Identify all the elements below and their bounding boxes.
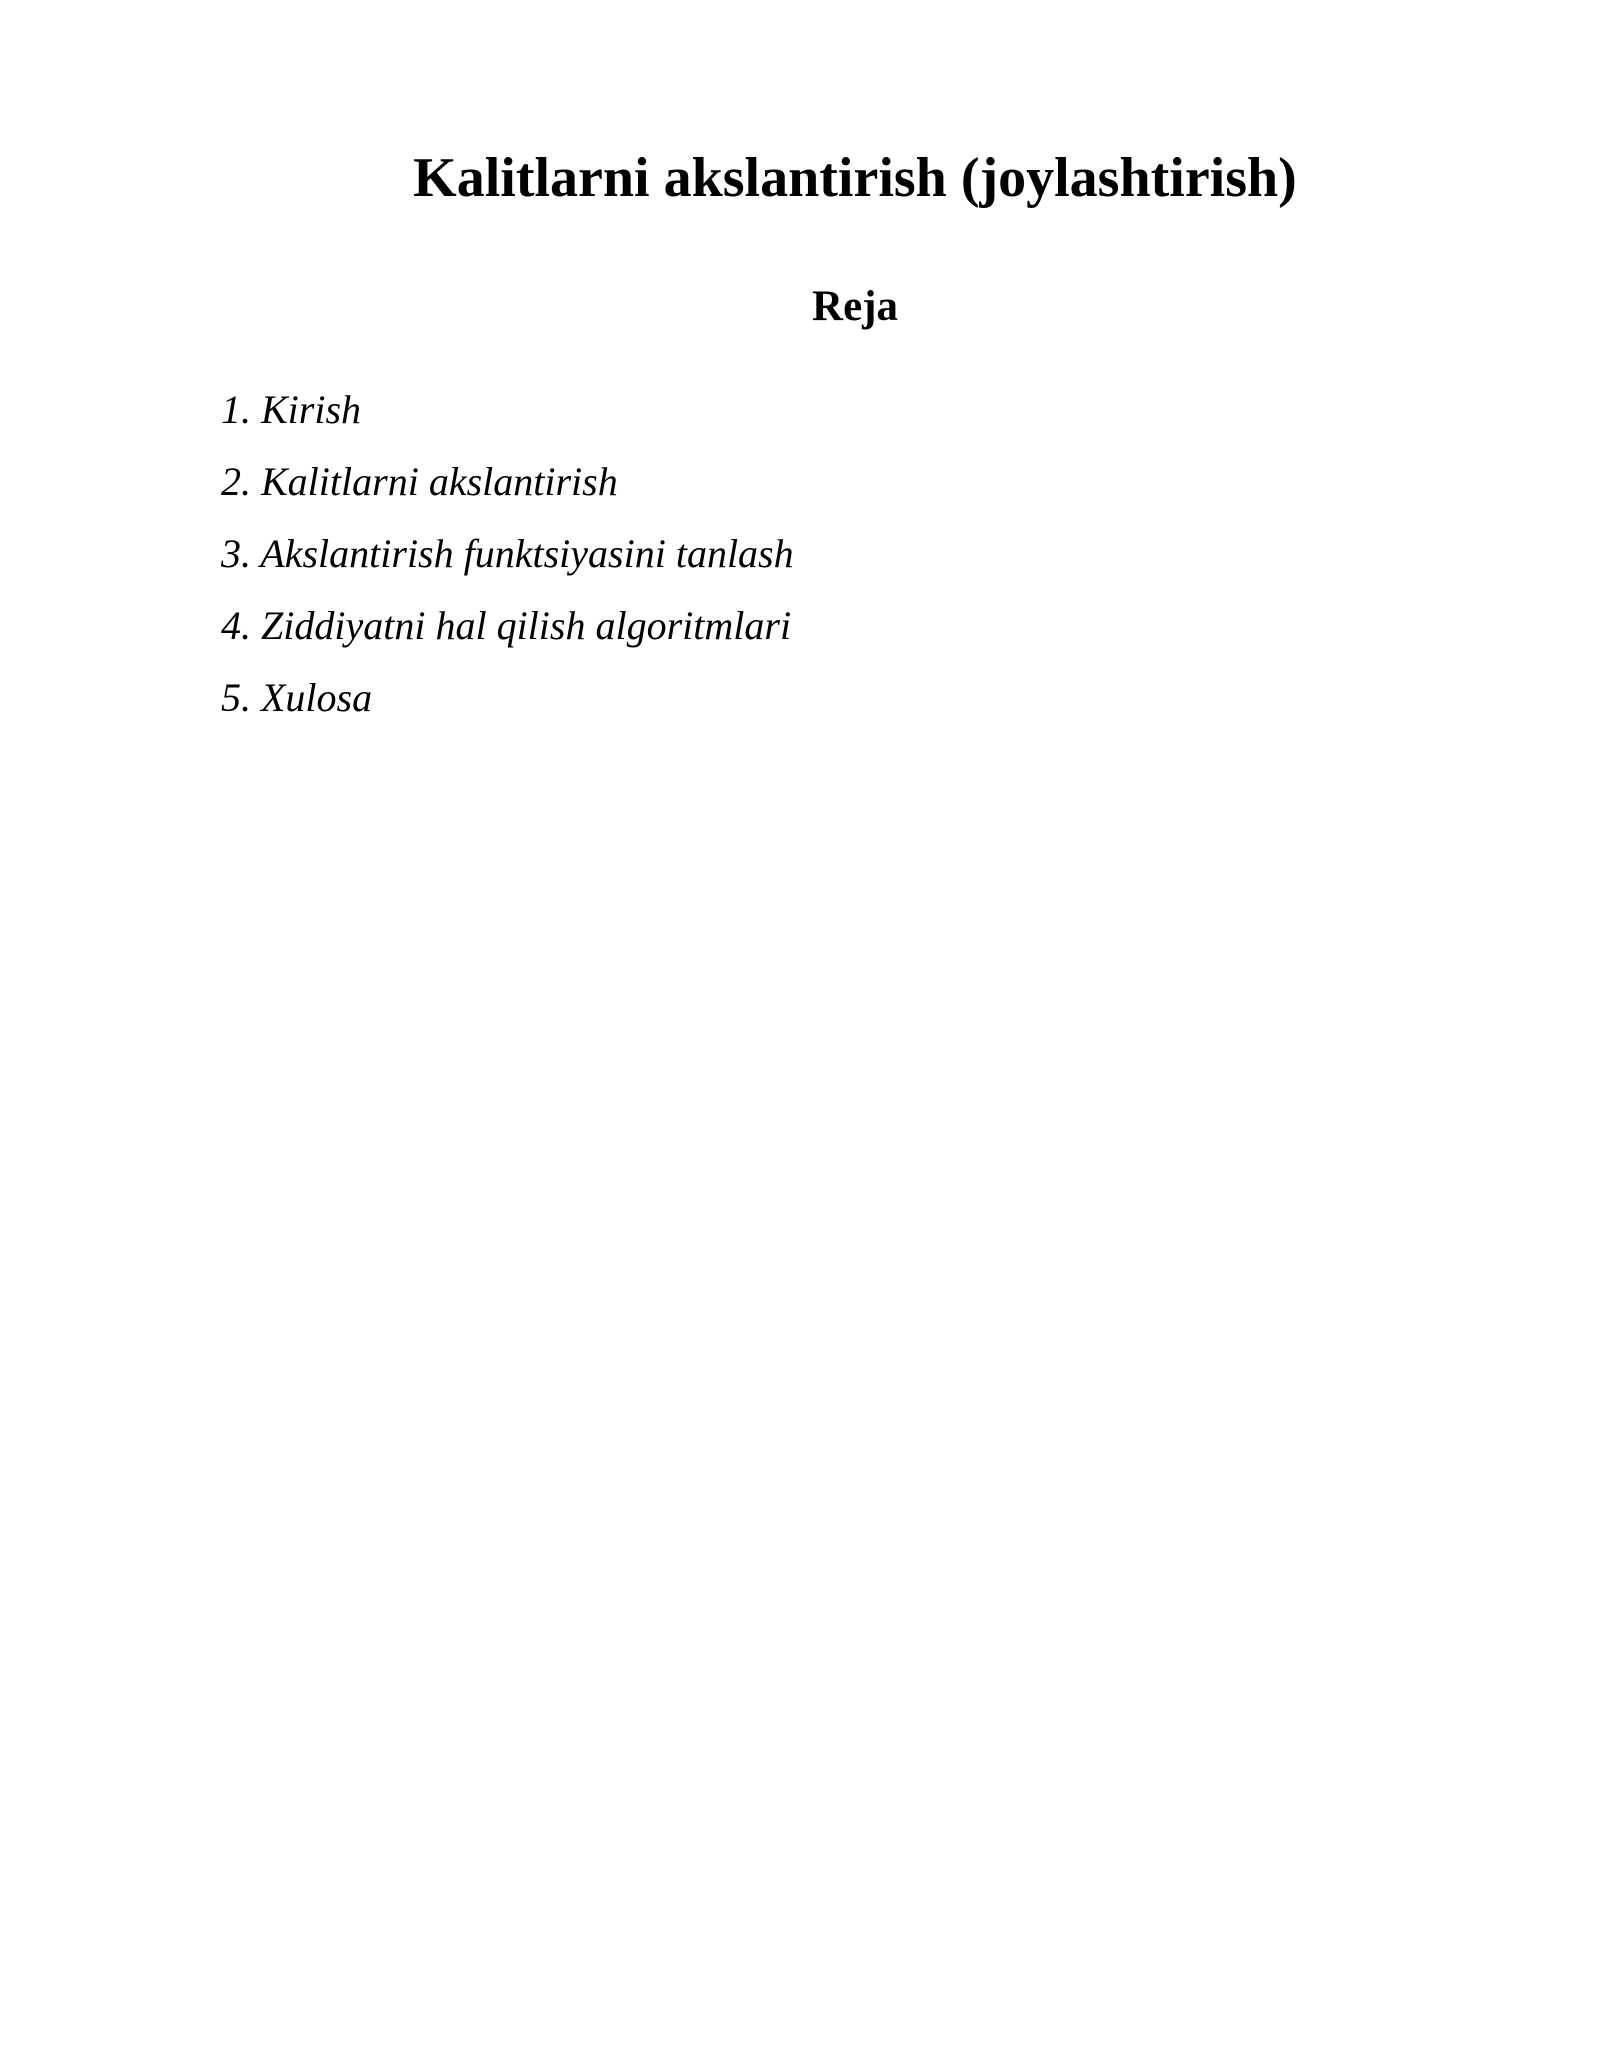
plan-heading: Reja <box>812 283 898 330</box>
plan-item-mapping-function: 3. Akslantirish funktsiyasini tanlash <box>221 531 794 576</box>
plan-item-introduction: 1. Kirish <box>221 387 362 432</box>
plan-item-key-mapping: 2. Kalitlarni akslantirish <box>221 459 618 504</box>
plan-list <box>221 386 794 746</box>
document-title: Kalitlarni akslantirish (joylashtirish) <box>413 147 1297 209</box>
plan-item-conclusion: 5. Xulosa <box>221 675 373 720</box>
plan-item-collision-algorithms: 4. Ziddiyatni hal qilish algoritmlari <box>221 603 792 648</box>
